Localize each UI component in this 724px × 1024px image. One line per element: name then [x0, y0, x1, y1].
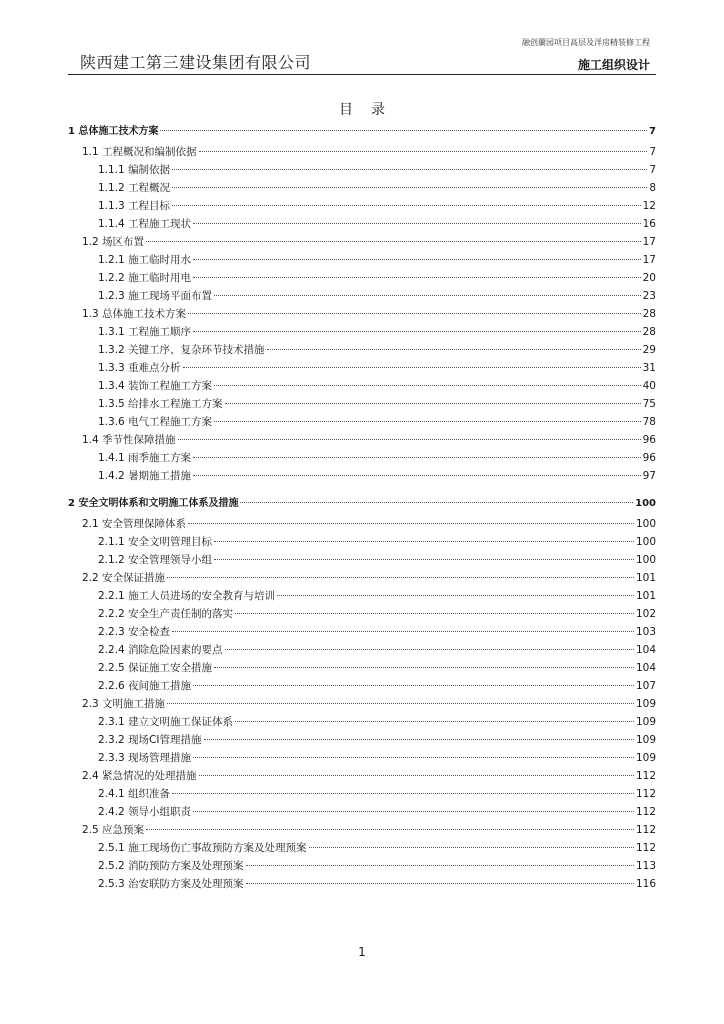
toc-entry-page: 96 — [642, 434, 656, 446]
toc-entry-label: 关键工序、复杂环节技术措施 — [128, 344, 265, 356]
toc-entry[interactable] — [68, 215, 656, 233]
toc-entry-number: 1.1.4 — [98, 218, 129, 230]
toc-entry-page: 78 — [642, 416, 656, 428]
toc-entry-number: 2.2 — [82, 572, 103, 584]
toc-entry-number: 1.3 — [82, 308, 103, 320]
dot-leader — [193, 757, 634, 758]
toc-entry-number: 2.3.1 — [98, 716, 129, 728]
toc-entry-page: 17 — [642, 254, 656, 266]
dot-leader — [188, 523, 634, 524]
toc-entry-label: 季节性保障措施 — [102, 434, 176, 446]
toc-entry[interactable] — [68, 857, 656, 875]
toc-entry[interactable] — [68, 623, 656, 641]
toc-entry[interactable] — [68, 785, 656, 803]
dot-leader — [172, 631, 634, 632]
toc-entry[interactable] — [68, 251, 656, 269]
dot-leader — [172, 205, 641, 206]
document-type: 施工组织设计 — [577, 58, 650, 72]
toc-entry[interactable] — [68, 731, 656, 749]
toc-entry-page: 102 — [635, 608, 656, 620]
toc-entry-label: 应急预案 — [102, 824, 145, 836]
toc-title: 目录 — [339, 102, 403, 118]
dot-leader — [146, 241, 641, 242]
table-of-contents — [68, 123, 656, 893]
toc-entry-number: 1.1.1 — [98, 164, 129, 176]
toc-entry-number: 2.4.1 — [98, 788, 129, 800]
dot-leader — [246, 865, 634, 866]
toc-entry-page: 109 — [635, 752, 656, 764]
toc-entry[interactable] — [68, 161, 656, 179]
toc-entry[interactable] — [68, 605, 656, 623]
toc-entry-label: 装饰工程施工方案 — [128, 380, 213, 392]
dot-leader — [172, 169, 647, 170]
toc-entry-page: 8 — [649, 182, 656, 194]
dot-leader — [240, 502, 633, 503]
toc-entry-page: 112 — [635, 788, 656, 800]
toc-entry[interactable] — [68, 123, 656, 141]
toc-entry-page: 75 — [642, 398, 656, 410]
dot-leader — [214, 541, 634, 542]
toc-entry-label: 工程目标 — [128, 200, 171, 212]
toc-entry-label: 保证施工安全措施 — [128, 662, 213, 674]
toc-entry-label: 给排水工程施工方案 — [128, 398, 223, 410]
toc-entry-page: 7 — [649, 126, 656, 137]
toc-entry-page: 116 — [635, 878, 656, 890]
toc-entry-number: 1.1.2 — [98, 182, 129, 194]
dot-leader — [193, 457, 641, 458]
dot-leader — [199, 151, 648, 152]
toc-entry[interactable] — [68, 695, 656, 713]
dot-leader — [214, 559, 634, 560]
toc-entry[interactable] — [68, 677, 656, 695]
toc-entry[interactable] — [68, 143, 656, 161]
toc-entry-number: 2.1 — [82, 518, 103, 530]
toc-entry-page: 28 — [642, 326, 656, 338]
toc-entry-label: 紧急情况的处理措施 — [102, 770, 197, 782]
dot-leader — [193, 811, 634, 812]
toc-entry-page: 7 — [649, 164, 656, 176]
toc-entry-page: 20 — [642, 272, 656, 284]
toc-entry-number: 1.3.6 — [98, 416, 129, 428]
toc-entry-number: 2.2.5 — [98, 662, 129, 674]
toc-entry-page: 17 — [642, 236, 656, 248]
toc-entry[interactable] — [68, 413, 656, 431]
toc-entry-number: 2.3.3 — [98, 752, 129, 764]
toc-entry[interactable] — [68, 359, 656, 377]
header-divider — [68, 74, 656, 75]
toc-entry-page: 109 — [635, 734, 656, 746]
toc-entry[interactable] — [68, 323, 656, 341]
toc-entry[interactable] — [68, 197, 656, 215]
dot-leader — [146, 829, 634, 830]
toc-entry-number: 1.4.2 — [98, 470, 129, 482]
toc-entry-number: 2.5.2 — [98, 860, 129, 872]
toc-entry-page: 112 — [635, 824, 656, 836]
dot-leader — [193, 475, 641, 476]
toc-entry-page: 100 — [635, 536, 656, 548]
toc-entry-number: 2.2.3 — [98, 626, 129, 638]
toc-entry-label: 夜间施工措施 — [128, 680, 192, 692]
toc-entry[interactable] — [68, 287, 656, 305]
toc-entry-label: 施工临时用电 — [128, 272, 192, 284]
toc-entry-page: 100 — [635, 554, 656, 566]
toc-entry-label: 施工现场平面布置 — [128, 290, 213, 302]
toc-entry[interactable] — [68, 305, 656, 323]
page-number: 1 — [358, 945, 366, 959]
toc-entry-label: 安全管理保障体系 — [102, 518, 187, 530]
toc-entry-number: 2.5.1 — [98, 842, 129, 854]
toc-entry-label: 消防预防方案及处理预案 — [128, 860, 244, 872]
toc-entry-page: 101 — [635, 590, 656, 602]
toc-entry[interactable] — [68, 587, 656, 605]
toc-entry-label: 文明施工措施 — [102, 698, 166, 710]
dot-leader — [172, 187, 647, 188]
toc-entry-page: 40 — [642, 380, 656, 392]
dot-leader — [160, 130, 647, 131]
toc-entry-label: 安全文明管理目标 — [128, 536, 213, 548]
toc-entry-page: 112 — [635, 806, 656, 818]
toc-entry-label: 安全保证措施 — [102, 572, 166, 584]
dot-leader — [214, 385, 641, 386]
toc-entry[interactable] — [68, 713, 656, 731]
toc-entry-number: 1.1.3 — [98, 200, 129, 212]
toc-entry-number: 2.3.2 — [98, 734, 129, 746]
toc-entry[interactable] — [68, 749, 656, 767]
toc-entry[interactable] — [68, 569, 656, 587]
toc-entry[interactable] — [68, 467, 656, 485]
dot-leader — [214, 667, 634, 668]
toc-entry-label: 现场CI管理措施 — [128, 734, 202, 746]
toc-entry-label: 场区布置 — [102, 236, 145, 248]
toc-entry-label: 组织准备 — [128, 788, 171, 800]
toc-entry-label: 建立文明施工保证体系 — [128, 716, 234, 728]
dot-leader — [167, 703, 634, 704]
toc-entry[interactable] — [68, 179, 656, 197]
toc-entry-page: 100 — [635, 518, 656, 530]
toc-entry-number: 1.2.1 — [98, 254, 129, 266]
toc-entry[interactable] — [68, 449, 656, 467]
toc-entry-label: 工程施工现状 — [128, 218, 192, 230]
toc-entry-number: 1 — [68, 126, 79, 137]
dot-leader — [225, 649, 634, 650]
toc-entry[interactable] — [68, 341, 656, 359]
dot-leader — [225, 403, 641, 404]
toc-entry-label: 施工临时用水 — [128, 254, 192, 266]
toc-entry-number: 1.4.1 — [98, 452, 129, 464]
dot-leader — [204, 739, 634, 740]
toc-entry-label: 治安联防方案及处理预案 — [128, 878, 244, 890]
toc-entry-number: 1.2 — [82, 236, 103, 248]
toc-entry-page: 29 — [642, 344, 656, 356]
toc-entry-page: 113 — [635, 860, 656, 872]
dot-leader — [167, 577, 634, 578]
project-name: 融创蘭园项目高层及洋房精装修工程 — [522, 38, 650, 47]
toc-entry[interactable] — [68, 551, 656, 569]
toc-entry-number: 2.5.3 — [98, 878, 129, 890]
toc-entry-page: 101 — [635, 572, 656, 584]
toc-entry-number: 2.4 — [82, 770, 103, 782]
toc-entry-page: 104 — [635, 644, 656, 656]
dot-leader — [214, 421, 641, 422]
toc-entry-number: 1.3.4 — [98, 380, 129, 392]
toc-entry-label: 安全管理领导小组 — [128, 554, 213, 566]
toc-entry-page: 96 — [642, 452, 656, 464]
toc-entry-number: 1.1 — [82, 146, 103, 158]
toc-entry-number: 2.3 — [82, 698, 103, 710]
toc-entry[interactable] — [68, 875, 656, 893]
dot-leader — [172, 793, 634, 794]
toc-entry-label: 暑期施工措施 — [128, 470, 192, 482]
toc-entry[interactable] — [68, 641, 656, 659]
toc-entry-label: 总体施工技术方案 — [102, 308, 187, 320]
toc-entry-label: 领导小组职责 — [128, 806, 192, 818]
toc-entry-label: 安全生产责任制的落实 — [128, 608, 234, 620]
dot-leader — [188, 313, 641, 314]
toc-entry[interactable] — [68, 821, 656, 839]
toc-entry[interactable] — [68, 233, 656, 251]
toc-entry-page: 112 — [635, 770, 656, 782]
toc-entry-label: 雨季施工方案 — [128, 452, 192, 464]
toc-entry[interactable] — [68, 269, 656, 287]
toc-entry[interactable] — [68, 515, 656, 533]
toc-entry-page: 28 — [642, 308, 656, 320]
toc-entry[interactable] — [68, 533, 656, 551]
toc-entry[interactable] — [68, 803, 656, 821]
dot-leader — [267, 349, 641, 350]
toc-entry-page: 103 — [635, 626, 656, 638]
toc-entry[interactable] — [68, 767, 656, 785]
toc-entry-label: 重难点分析 — [128, 362, 181, 374]
toc-entry-number: 1.3.3 — [98, 362, 129, 374]
toc-entry[interactable] — [68, 377, 656, 395]
toc-entry-label: 施工现场伤亡事故预防方案及处理预案 — [128, 842, 307, 854]
toc-entry[interactable] — [68, 495, 656, 513]
toc-entry-label: 电气工程施工方案 — [128, 416, 213, 428]
toc-entry-number: 2.1.1 — [98, 536, 129, 548]
toc-entry[interactable] — [68, 395, 656, 413]
toc-entry[interactable] — [68, 839, 656, 857]
dot-leader — [309, 847, 634, 848]
toc-entry-number: 2.4.2 — [98, 806, 129, 818]
toc-entry-page: 107 — [635, 680, 656, 692]
toc-entry-page: 100 — [635, 498, 656, 509]
toc-entry-label: 现场管理措施 — [128, 752, 192, 764]
toc-entry-label: 安全检查 — [128, 626, 171, 638]
toc-entry-page: 31 — [642, 362, 656, 374]
dot-leader — [178, 439, 641, 440]
toc-entry-page: 109 — [635, 698, 656, 710]
toc-entry-label: 工程概况 — [128, 182, 171, 194]
dot-leader — [246, 883, 634, 884]
dot-leader — [193, 223, 641, 224]
toc-entry-number: 2.2.2 — [98, 608, 129, 620]
dot-leader — [277, 595, 634, 596]
toc-entry-page: 97 — [642, 470, 656, 482]
toc-entry-number: 1.2.2 — [98, 272, 129, 284]
dot-leader — [193, 277, 641, 278]
toc-entry-label: 消除危险因素的要点 — [128, 644, 223, 656]
toc-entry-number: 2.2.6 — [98, 680, 129, 692]
dot-leader — [183, 367, 641, 368]
dot-leader — [235, 721, 634, 722]
toc-entry-label: 施工人员进场的安全教育与培训 — [128, 590, 276, 602]
toc-entry-label: 安全文明体系和文明施工体系及措施 — [78, 498, 239, 509]
dot-leader — [214, 295, 641, 296]
toc-entry-page: 104 — [635, 662, 656, 674]
toc-entry-label: 工程概况和编制依据 — [102, 146, 197, 158]
toc-entry-number: 2.1.2 — [98, 554, 129, 566]
company-name: 陕西建工第三建设集团有限公司 — [80, 53, 312, 72]
toc-entry-page: 16 — [642, 218, 656, 230]
toc-entry[interactable] — [68, 431, 656, 449]
toc-entry-number: 1.3.5 — [98, 398, 129, 410]
toc-entry-number: 2.2.1 — [98, 590, 129, 602]
toc-entry-number: 2 — [68, 498, 79, 509]
toc-entry-label: 工程施工顺序 — [128, 326, 192, 338]
toc-entry-page: 7 — [649, 146, 656, 158]
toc-entry-number: 2.5 — [82, 824, 103, 836]
toc-entry-page: 12 — [642, 200, 656, 212]
dot-leader — [193, 331, 641, 332]
toc-entry-label: 编制依据 — [128, 164, 171, 176]
toc-entry[interactable] — [68, 659, 656, 677]
toc-entry-number: 1.4 — [82, 434, 103, 446]
toc-entry-label: 总体施工技术方案 — [78, 126, 159, 137]
toc-entry-number: 1.3.2 — [98, 344, 129, 356]
dot-leader — [193, 685, 634, 686]
toc-entry-page: 109 — [635, 716, 656, 728]
toc-entry-page: 23 — [642, 290, 656, 302]
toc-entry-number: 1.2.3 — [98, 290, 129, 302]
toc-entry-number: 2.2.4 — [98, 644, 129, 656]
toc-entry-page: 112 — [635, 842, 656, 854]
dot-leader — [193, 259, 641, 260]
dot-leader — [235, 613, 634, 614]
toc-entry-number: 1.3.1 — [98, 326, 129, 338]
dot-leader — [199, 775, 634, 776]
